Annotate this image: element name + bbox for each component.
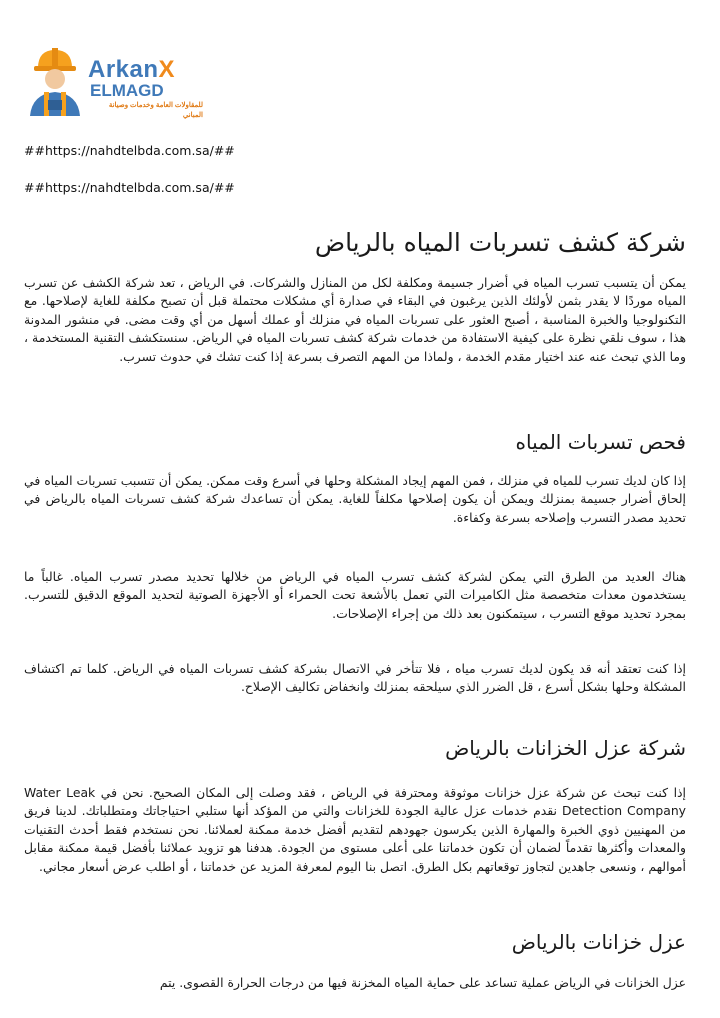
intro-paragraph: يمكن أن يتسبب تسرب المياه في أضرار جسيمة ومكلفة لكل من المنازل والشركات. في الرياض ، تعد شركة الكشف عن تسرب المياه موردًا لا يقدر بثمن لأولئك الذين يرغبون في البقاء في صدارة أي مشكلات محتملة قبل أن تصبح مكلفة للغاية لإصلاحها. مع التكنولوجيا والخبرة المناسبة ، أصبح العثور على تسربات المياه في منزلك أو عملك أسهل من أي وقت مضى. في منشور المدونة هذا ، سوف نلقي نظرة على كيفية الاستفادة من خدمات شركة كشف تسربات المياه في الرياض. سنستكشف التقنية المستخدمة ، وما الذي تبحث عنه عند اختيار مقدم الخدمة ، ولماذا من المهم التصرف بسرعة إذا كنت تشك في حدوث تسرب. xyxy=(24,275,686,364)
section-heading-inspection: فحص تسربات المياه xyxy=(515,430,686,454)
paragraph: إذا كنت تعتقد أنه قد يكون لديك تسرب مياه ، فلا تتأخر في الاتصال بشركة كشف تسربات المياه في الرياض. كلما تم اكتشاف المشكلة وحلها بشكل أسرع ، قل الضرر الذي سيلحقه بمنزلك وانخفاض تكاليف الإصلاح. xyxy=(24,661,686,695)
article-title: شركة كشف تسربات المياه بالرياض xyxy=(314,228,686,257)
company-logo xyxy=(24,44,208,122)
paragraph: إذا كنت تبحث عن شركة عزل خزانات موثوقة ومحترفة في الرياض ، فقد وصلت إلى المكان الصحيح. نحن في Water Leak Detection Company نقدم خدمات عزل عالية الجودة للخزانات والتي من المؤكد أنها ستلبي احتياجاتك ومتطلباتك. لدينا فريق من المهنيين ذوي الخبرة والمهارة الذين يكرسون جهودهم لتقديم أفضل خدمة ممكنة لعملائنا. نحن نستخدم فقط أحدث التقنيات والمعدات وأكثرها تقدماً لضمان أن تكون خدماتنا على أعلى مستوى من الجودة. هدفنا هو تزويد عملائنا بأفضل قيمة ممكنة مقابل أموالهم ، ونسعى جاهدين لتجاوز توقعاتهم بكل الطرق. اتصل بنا اليوم لمعرفة المزيد عن خدماتنا ، أو اطلب عرض أسعار مجاني. xyxy=(24,785,687,874)
logo-text xyxy=(88,58,203,121)
logo-tagline: للمقاولات العامة وخدمات وصيانة المباني xyxy=(108,102,203,119)
logo-brand-name: Arkan xyxy=(88,56,159,83)
paragraph: إذا كان لديك تسرب للمياه في منزلك ، فمن المهم إيجاد المشكلة وحلها في أسرع وقت ممكن. يمكن أن تتسبب تسربات المياه في إلحاق أضرار جسيمة بمنزلك ويمكن أن يكون إصلاحها مكلفاً للغاية. يمكن أن تساعدك شركة كشف تسربات المياه بالرياض في تحديد مصدر التسرب وإصلاحه بسرعة وكفاءة. xyxy=(24,473,686,525)
logo-x-mark: X xyxy=(158,56,176,83)
section-heading-tank-isolation-company: شركة عزل الخزانات بالرياض xyxy=(445,736,686,760)
logo-brand-subname: ELMAGD xyxy=(90,81,164,100)
source-url[interactable]: ##https://nahdtelbda.com.sa/## xyxy=(24,143,235,158)
construction-worker-icon xyxy=(24,44,86,116)
source-url[interactable]: ##https://nahdtelbda.com.sa/## xyxy=(24,180,235,195)
section-heading-tank-isolation: عزل خزانات بالرياض xyxy=(511,930,686,954)
paragraph: عزل الخزانات في الرياض عملية تساعد على حماية المياه المخزنة فيها من درجات الحرارة القصوى. يتم xyxy=(159,975,686,990)
paragraph: هناك العديد من الطرق التي يمكن لشركة كشف تسرب المياه في الرياض من خلالها تحديد مصدر تسرب المياه. غالباً ما يستخدمون معدات متخصصة مثل الكاميرات التي تعمل بالأشعة تحت الحمراء أو الأجهزة الصوتية لتحديد الموقع الدقيق للتسرب. بمجرد تحديد موقع التسرب ، سيتمكنون بعد ذلك من إجراء الإصلاحات. xyxy=(24,569,686,621)
